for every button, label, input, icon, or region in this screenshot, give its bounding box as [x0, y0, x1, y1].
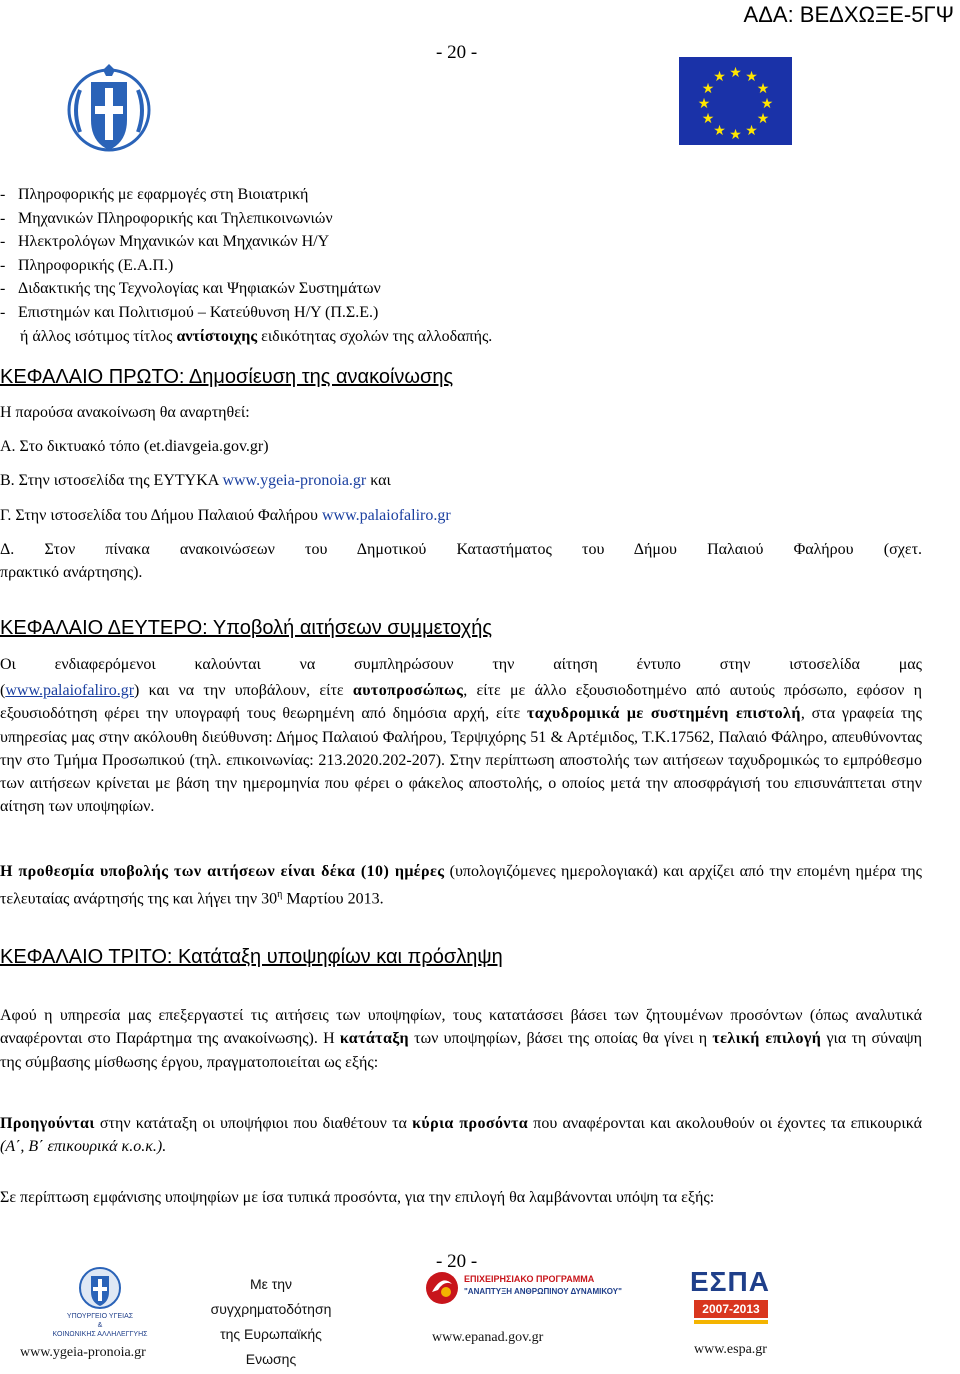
footer-url-epanad[interactable]: www.epanad.gov.gr	[432, 1330, 544, 1345]
ch2-deadline: Η προθεσμία υποβολής των αιτήσεων είναι δέκα (10) ημέρες (υπολογιζόμενες ημερολογιακά) και αρχίζει από την επομένη ημέρα της τελευταίας ανάρτησής της και λήγει την $30^\eta$ Μαρτίου 2013.	[0, 863, 922, 908]
footer-url-espa[interactable]: www.espa.gr	[694, 1342, 767, 1357]
list-item: - Πληροφορικής (Ε.Α.Π.)	[0, 256, 174, 274]
chapter-1-heading: ΚΕΦΑΛΑΙΟ ΠΡΩΤΟ: Δημοσίευση της ανακοίνωσης	[0, 366, 454, 388]
list-item: - Ηλεκτρολόγων Μηχανικών και Μηχανικών Η/Υ	[0, 233, 330, 251]
ch1-item-d: Δ. Στον πίνακα ανακοινώσεων του Δημοτικού Καταστήματος του Δήμου Παλαιού Φαλήρου (σχετ.	[0, 541, 922, 558]
list-item: - Επιστημών και Πολιτισμού – Κατεύθυνση Η/Υ (Π.Σ.Ε.)	[0, 303, 379, 321]
svg-text:★: ★	[729, 65, 742, 81]
list-item: - Πληροφορικής με εφαρμογές στη Βιοιατρική	[0, 186, 309, 203]
svg-text:★: ★	[756, 111, 770, 127]
palaiofaliro-link[interactable]: www.palaiofaliro.gr	[321, 507, 451, 524]
svg-text:★: ★	[697, 96, 711, 112]
espa-title: ΕΣΠΑ	[690, 1266, 770, 1297]
ch2-paragraph: (www.palaiofaliro.gr) και να την υποβάλουν, είτε αυτοπροσώπως, είτε με άλλο εξουσιοδοτημένο από αυτούς πρόσωπο, εφόσον η εξουσιοδότηση φέρει την υπογραφή τους θεωρημένη από δημόσια αρχή, είτε ταχυδρομικά με συστημένη επιστολή, στα γραφεία της υπηρεσίας μας στην ακόλουθη διεύθυνση: Δήμος Παλαιού Φαλήρου, Τερψιχόρης 51 & Αρτέμιδος, Τ.Κ.17562, Παλαιό Φάληρο, απευθύνοντας την στο Τμήμα Προσωπικού (τηλ. επικοινωνίας: 213.2020.202-207). Στην περίπτωση αποστολής των αιτήσεων ταχυδρομικώς το εμπρόθεσμο των αιτήσεων κρίνεται με βάση την ημερομηνία που φέρει ο φάκελος αποστολής, ο οποίος μετά την αποσφράγισή του επισυνάπτεται στην αίτηση των υποψηφίων.	[0, 682, 922, 816]
degree-list	[0, 183, 700, 348]
ch1-intro: Η παρούσα ανακοίνωση θα αναρτηθεί:	[0, 404, 250, 421]
espa-logo	[688, 1264, 774, 1328]
svg-text:★: ★	[701, 111, 715, 127]
svg-text:★: ★	[756, 81, 770, 97]
palaiofaliro-link-2[interactable]: www.palaiofaliro.gr	[5, 682, 135, 699]
svg-text:★: ★	[713, 123, 726, 139]
chapter-3-heading: ΚΕΦΑΛΑΙΟ ΤΡΙΤΟ: Κατάταξη υποψηφίων και πρόσληψη	[0, 946, 503, 968]
ch1-item-d-cont: πρακτικό ανάρτησης).	[0, 564, 143, 581]
svg-text:★: ★	[760, 96, 774, 112]
epanad-title: ΕΠΙΧΕΙΡΗΣΙΑΚΟ ΠΡΟΓΡΑΜΜΑ	[464, 1274, 595, 1284]
ministry-emblem-icon	[78, 1266, 122, 1310]
epanad-logo	[424, 1268, 624, 1310]
ch1-item-c: Γ. Στην ιστοσελίδα του Δήμου Παλαιού Φαλήρου www.palaiofaliro.gr	[0, 507, 451, 524]
svg-text:★: ★	[745, 69, 758, 85]
list-item: - Διδακτικής της Τεχνολογίας και Ψηφιακών Συστημάτων	[0, 280, 381, 298]
chapter-2-heading: ΚΕΦΑΛΑΙΟ ΔΕΥΤΕΡΟ: Υποβολή αιτήσεων συμμετοχής	[0, 617, 492, 639]
ada-code: ΑΔΑ: ΒΕΔΧΩΞΕ-5ΓΨ	[743, 2, 954, 27]
ch1-item-b: Β. Στην ιστοσελίδα της ΕΥΤΥΚΑ www.ygeia-pronoia.gr και	[0, 472, 391, 489]
espa-stripe	[694, 1320, 768, 1324]
list-tail: ή άλλος ισότιμος τίτλος αντίστοιχης ειδικότητας σχολών της αλλοδαπής.	[20, 327, 493, 345]
ch2-line-1: Οι ενδιαφερόμενοι καλούνται να συμπληρώσουν την αίτηση έντυπο στην ιστοσελίδα μας	[0, 656, 922, 673]
page-number-top: - 20 -	[436, 42, 478, 63]
ygeia-pronoia-link[interactable]: www.ygeia-pronoia.gr	[222, 472, 367, 489]
svg-text:★: ★	[701, 81, 715, 97]
svg-text:★: ★	[745, 123, 758, 139]
ch1-item-a: Α. Στο δικτυακό τόπο (et.diavgeia.gov.gr)	[0, 438, 269, 455]
espa-years: 2007-2013	[694, 1300, 768, 1318]
greek-emblem-icon	[66, 60, 152, 160]
epanad-swirl-icon	[424, 1270, 460, 1306]
page-number-bottom: - 20 -	[436, 1251, 478, 1272]
svg-text:★: ★	[713, 69, 726, 85]
epanad-subtitle: "ΑΝΑΠΤΥΞΗ ΑΝΘΡΩΠΙΝΟΥ ΔΥΝΑΜΙΚΟΥ"	[464, 1287, 622, 1296]
ch3-paragraph-1: Αφού η υπηρεσία μας επεξεργαστεί τις αιτήσεις των υποψηφίων, τους κατατάσσει βάσει των ζητουμένων προσόντων (όπως αναλυτικά αναφέρονται στο Παράρτημα της ανακοίνωσης). Η κατάταξη των υποψηφίων, βάσει της οποίας θα γίνει η τελική επιλογή για τη σύναψη της σύμβασης μίσθωσης έργου, πραγματοποιείται ως εξής:	[0, 1007, 923, 1071]
footer-url-ygeia[interactable]: www.ygeia-pronoia.gr	[20, 1345, 146, 1360]
list-item: - Μηχανικών Πληροφορικής και Τηλεπικοινωνιών	[0, 209, 333, 227]
cofunding-text: Με την συγχρηματοδότηση της Ευρωπαϊκής Ενωσης	[210, 1276, 332, 1367]
eu-flag-icon	[679, 57, 792, 145]
svg-text:★: ★	[729, 127, 742, 143]
ch3-paragraph-3: Σε περίπτωση εμφάνισης υποψηφίων με ίσα τυπικά προσόντα, για την επιλογή θα λαμβάνονται υπόψη τα εξής:	[0, 1189, 715, 1206]
ministry-name: ΥΠΟΥΡΓΕΙΟ ΥΓΕΙΑΣ & ΚΟΙΝΩΝΙΚΗΣ ΑΛΛΗΛΕΓΓΥΗΣ	[52, 1313, 148, 1338]
ch3-paragraph-2: Προηγούνται στην κατάταξη οι υποψήφιοι που διαθέτουν τα κύρια προσόντα που αναφέρονται και ακολουθούν οι έχοντες τα επικουρικά (Α΄, Β΄ επικουρικά κ.ο.κ.).	[0, 1115, 922, 1156]
